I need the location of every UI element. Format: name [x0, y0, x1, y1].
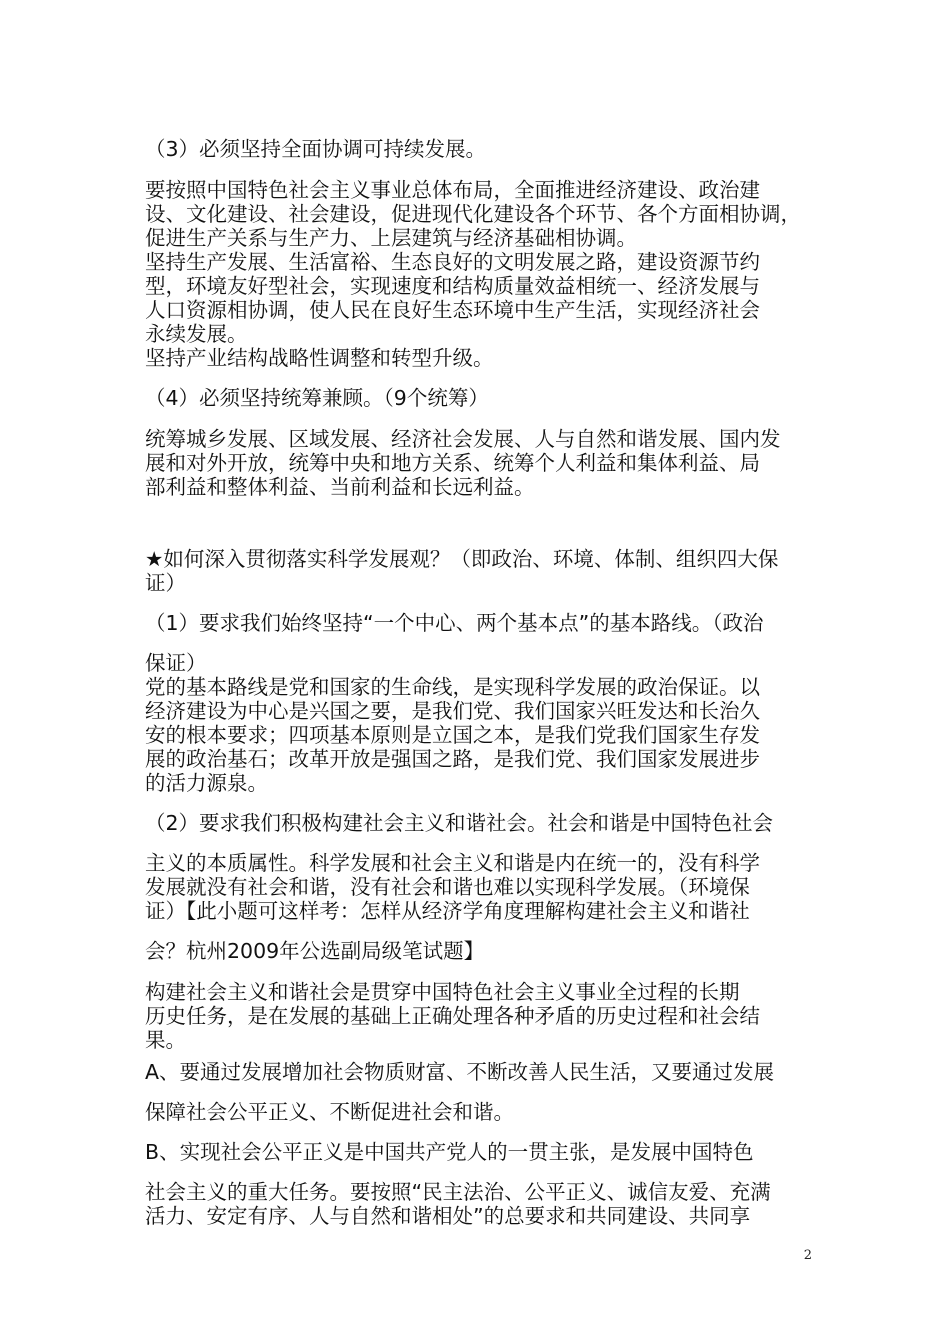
text-line: 活力、安定有序、人与自然和谐相处”的总要求和共同建设、共同享	[145, 1204, 751, 1228]
text-line: 发展就没有社会和谐，没有社会和谐也难以实现科学发展。（环境保	[145, 875, 750, 899]
text-line: 的活力源泉。	[145, 771, 268, 795]
text-line: 展的政治基石；改革开放是强国之路，是我们党、我们国家发展进步	[145, 747, 760, 771]
text-line: 要按照中国特色社会主义事业总体布局，全面推进经济建设、政治建	[145, 178, 760, 202]
text-line: 果。	[145, 1028, 186, 1052]
text-line: 型，环境友好型社会，实现速度和结构质量效益相统一、经济发展与	[145, 274, 760, 298]
text-line: 党的基本路线是党和国家的生命线，是实现科学发展的政治保证。以	[145, 675, 760, 699]
text-line: 人口资源相协调，使人民在良好生态环境中生产生活，实现经济社会	[145, 298, 760, 322]
text-line: （4）必须坚持统筹兼顾。（9个统筹）	[145, 386, 489, 410]
text-line: 历史任务，是在发展的基础上正确处理各种矛盾的历史过程和社会结	[145, 1004, 760, 1028]
text-line: 坚持产业结构战略性调整和转型升级。	[145, 346, 494, 370]
text-line: 证）【此小题可这样考：怎样从经济学角度理解构建社会主义和谐社	[145, 899, 750, 923]
text-line: （3）必须坚持全面协调可持续发展。	[145, 137, 487, 161]
text-line: 社会主义的重大任务。要按照“民主法治、公平正义、诚信友爱、充满	[145, 1180, 771, 1204]
text-line: 构建社会主义和谐社会是贯穿中国特色社会主义事业全过程的长期	[145, 980, 740, 1004]
text-line: 设、文化建设、社会建设，促进现代化建设各个环节、各个方面相协调，	[145, 202, 801, 226]
text-line: 部利益和整体利益、当前利益和长远利益。	[145, 475, 535, 499]
text-line: 经济建设为中心是兴国之要，是我们党、我们国家兴旺发达和长治久	[145, 699, 760, 723]
text-line: 坚持生产发展、生活富裕、生态良好的文明发展之路，建设资源节约	[145, 250, 760, 274]
text-line: 统筹城乡发展、区域发展、经济社会发展、人与自然和谐发展、国内发	[145, 427, 781, 451]
text-line: A、要通过发展增加社会物质财富、不断改善人民生活，又要通过发展	[145, 1060, 775, 1084]
text-line: 展和对外开放，统筹中央和地方关系、统筹个人利益和集体利益、局	[145, 451, 760, 475]
text-line: ★如何深入贯彻落实科学发展观？（即政治、环境、体制、组织四大保	[145, 547, 779, 571]
text-line: （2）要求我们积极构建社会主义和谐社会。社会和谐是中国特色社会	[145, 811, 774, 835]
text-line: 主义的本质属性。科学发展和社会主义和谐是内在统一的，没有科学	[145, 851, 760, 875]
text-line: （1）要求我们始终坚持“一个中心、两个基本点”的基本路线。（政治	[145, 611, 764, 635]
text-line: 永续发展。	[145, 322, 248, 346]
text-line: 安的根本要求；四项基本原则是立国之本，是我们党我们国家生存发	[145, 723, 760, 747]
text-line: 会？杭州2009年公选副局级笔试题】	[145, 939, 485, 963]
page-number: 2	[803, 1248, 812, 1263]
text-line: B、实现社会公平正义是中国共产党人的一贯主张，是发展中国特色	[145, 1140, 754, 1164]
text-line: 保证）	[145, 651, 207, 675]
text-line: 证）	[145, 571, 186, 595]
text-line: 保障社会公平正义、不断促进社会和谐。	[145, 1100, 514, 1124]
text-line: 促进生产关系与生产力、上层建筑与经济基础相协调。	[145, 226, 637, 250]
